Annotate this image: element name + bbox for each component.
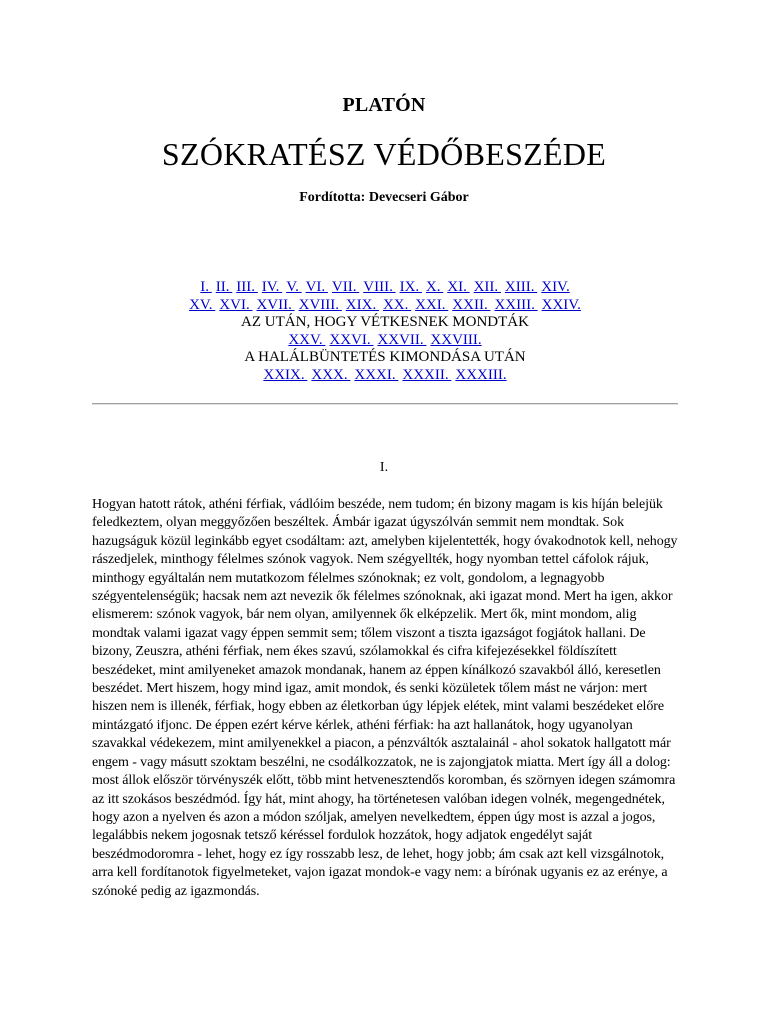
toc-link-v[interactable]: V. — [286, 279, 302, 295]
toc-link-xvii[interactable]: XVII. — [256, 296, 295, 313]
toc-link-xxviii[interactable]: XXVIII. — [430, 331, 482, 348]
toc-link-xxx[interactable]: XXX. — [311, 366, 351, 383]
toc-link-xxix[interactable]: XXIX. — [263, 366, 308, 383]
toc-link-xiii[interactable]: XIII. — [504, 279, 538, 295]
toc-row-3 — [92, 332, 678, 350]
toc-link-xxiv[interactable]: XXIV. — [541, 296, 581, 313]
toc-link-xvi[interactable]: XVI. — [219, 296, 253, 313]
toc-row-4 — [92, 367, 678, 385]
toc-link-xxiii[interactable]: XXIII. — [494, 296, 538, 313]
toc-link-xxxi[interactable]: XXXI. — [354, 366, 399, 383]
toc-link-vii[interactable]: VII. — [331, 279, 360, 295]
toc-link-i[interactable]: I. — [200, 279, 212, 295]
toc-link-xxxii[interactable]: XXXII. — [402, 366, 452, 383]
toc-link-xi[interactable]: XI. — [447, 279, 470, 295]
toc-link-xxii[interactable]: XXII. — [452, 296, 491, 313]
toc-link-vi[interactable]: VI. — [305, 279, 328, 295]
toc-link-iii[interactable]: III. — [236, 279, 258, 295]
toc-row-1 — [92, 279, 678, 297]
toc-link-xviii[interactable]: XVIII. — [298, 296, 342, 313]
toc-link-xxi[interactable]: XXI. — [415, 296, 449, 313]
horizontal-divider — [92, 403, 678, 405]
translator-credit: Fordította: Devecseri Gábor — [299, 190, 469, 205]
toc-section-heading-guilty: AZ UTÁN, HOGY VÉTKESNEK MONDTÁK — [241, 314, 529, 330]
toc-row-2 — [92, 297, 678, 315]
toc-link-ii[interactable]: II. — [215, 279, 233, 295]
toc-link-x[interactable]: X. — [425, 279, 444, 295]
table-of-contents — [92, 279, 678, 384]
chapter-number: I. — [379, 460, 389, 475]
toc-link-viii[interactable]: VIII. — [363, 279, 396, 295]
toc-link-xv[interactable]: XV. — [189, 296, 216, 313]
toc-link-xix[interactable]: XIX. — [345, 296, 379, 313]
toc-link-xxv[interactable]: XXV. — [288, 331, 326, 348]
toc-link-xxvii[interactable]: XXVII. — [377, 331, 427, 348]
toc-link-xii[interactable]: XII. — [473, 279, 501, 295]
toc-link-ix[interactable]: IX. — [399, 279, 422, 295]
toc-section-heading-sentence: A HALÁLBÜNTETÉS KIMONDÁSA UTÁN — [244, 349, 526, 365]
page-title: SZÓKRATÉSZ VÉDŐBESZÉDE — [161, 136, 607, 172]
toc-link-xiv[interactable]: XIV. — [541, 279, 570, 295]
chapter-paragraph: Hogyan hatott rátok, athéni férfiak, vádlóim beszéde, nem tudom; én bizony magam is kis híján belejük feledkeztem, olyan meggyőzően beszéltek. Ámbár igazat úgyszólván semmit nem mondtak. Sok hazugságuk közül leginkább egyet csodáltam: azt, amelyben kijelentették, hogy óvakodnotok kell, nehogy rászedjelek, minthogy félelmes szónok vagyok. Nem szégyellték, hogy nyomban tettel cáfolok rájuk, minthogy egyáltalán nem mutatkozom félelmes szónoknak; ez volt, gondolom, a legnagyobb szégyentelenségük; hacsak nem azt nevezik ők félelmes szónoknak, aki igazat mond. Mert ha igen, akkor elismerem: szónok vagyok, bár nem olyan, amilyennek ők elképzelik. Mert ők, mint mondom, alig mondtak valami igazat vagy éppen semmit sem; tőlem viszont a tiszta igazságot fogjátok hallani. De bizony, Zeuszra, athéni férfiak, nem ékes szavú, szólamokkal és cifra kifejezésekkel földíszített beszédeket, mint amilyeneket amazok mondanak, hanem az éppen kínálkozó szavakból álló, keresetlen beszédet. Mert hiszem, hogy mind igaz, amit mondok, és senki közületek tőlem mást ne várjon: mert hiszen nem is illenék, férfiak, hogy ebben az életkorban úgy lépjek elétek, mint valami beszédeket előre mintázgató ifjonc. De éppen ezért kérve kérlek, athéni férfiak: ha azt hallanátok, hogy ugyanolyan szavakkal védekezem, mint amilyenekkel a piacon, a pénzváltók asztalainál - ahol sokatok hallgatott már engem - vagy másutt szoktam beszélni, ne csodálkozzatok, ne is zajongjatok miatta. Mert így áll a dolog: most állok először törvényszék előtt, több mint hetvenesztendős koromban, és szörnyen idegen számomra az itt szokásos beszédmód. Így hát, mint ahogy, ha történetesen valóban idegen volnék, megengednétek, hogy azon a nyelven és azon a módon szóljak, amelyen nevelkedtem, éppen úgy most is azzal a jogos, legalábbis nekem jogosnak tetsző kéréssel fordulok hozzátok, hogy adjatok engedélyt saját beszédmodoromra - lehet, hogy ez így rosszabb lesz, de lehet, hogy jobb; ám csak azt kell vizsgálnotok, arra kell fordítanotok figyelmeteket, vajon igazat mondok-e vagy nem: a bírónak ugyanis ez az erénye, a szónoké pedig az igazmondás. — [92, 497, 678, 899]
toc-link-xxvi[interactable]: XXVI. — [329, 331, 374, 348]
author-heading: PLATÓN — [342, 94, 426, 116]
toc-link-xxxiii[interactable]: XXXIII. — [455, 366, 507, 383]
toc-link-xx[interactable]: XX. — [382, 296, 412, 313]
toc-link-iv[interactable]: IV. — [261, 279, 283, 295]
